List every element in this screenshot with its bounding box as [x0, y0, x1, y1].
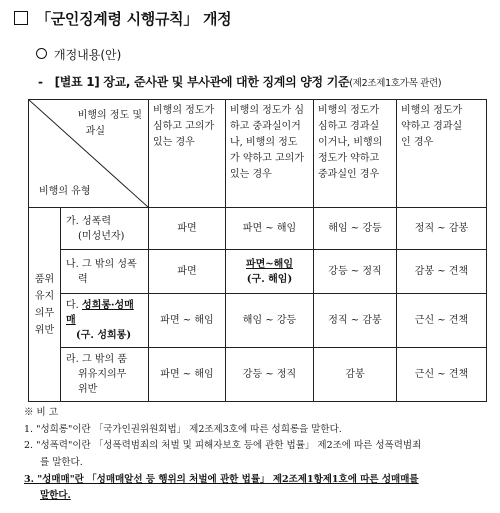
table-cell: 근신 ~ 견책	[397, 294, 487, 348]
remark-3: 3. "성매매"란 「성매매알선 등 행위의 처벌에 관한 법률」 제2조제1항제1호에 따른 성매매를	[24, 473, 419, 485]
checkbox-square-icon	[14, 11, 28, 25]
table-cell: 감봉 ~ 견책	[397, 250, 487, 294]
heading-text: [별표 1] 장교, 준사관 및 부사관에 대한 징계의 양정 기준	[54, 75, 350, 89]
heading-note: (제2조제1호가목 관련)	[349, 78, 442, 89]
table-cell: 해임 ~ 강등	[314, 208, 397, 250]
table-cell: 강등 ~ 정직	[314, 250, 397, 294]
remark-2: 2. "성폭력"이란 「성폭력범죄의 처벌 및 피해자보호 등에 관한 법률」 제2조에 따른 성폭력범죄	[24, 440, 422, 452]
section-item	[36, 46, 121, 63]
item-text: 개정내용(안)	[54, 48, 122, 62]
section-heading	[38, 73, 441, 90]
table-cell: 파면~해임 (구. 해임)	[226, 250, 314, 294]
table-cell: 근신 ~ 견책	[397, 348, 487, 402]
row-label: 라. 그 밖의 품 위유지의무 위반	[61, 348, 149, 402]
remarks-section	[24, 405, 490, 505]
remark-1: 1. "성희롱"이란 「국가인권위원회법」 제2조제3호에 따른 성희롱을 말한다.	[24, 423, 342, 435]
table-cell: 정직 ~ 감봉	[397, 208, 487, 250]
remark-2-cont: 를 말한다.	[40, 456, 83, 468]
table-row	[29, 348, 487, 402]
remark-3-cont: 말한다.	[40, 490, 71, 502]
column-header: 비행의 정도가 심하고 고의가 있는 경우	[149, 100, 226, 208]
column-header: 비행의 정도가 심 하고 중과실이거 나, 비행의 정도 가 약하고 고의가 있는 경우	[226, 100, 314, 208]
corner-top-label: 비행의 정도 및 과실	[77, 110, 142, 137]
table-row	[29, 294, 487, 348]
table-cell: 파면 ~ 해임	[149, 348, 226, 402]
title-text: 「군인징계령 시행규칙」 개정	[36, 10, 232, 28]
document-title	[14, 8, 231, 29]
row-label: 나. 그 밖의 성폭 력	[61, 250, 149, 294]
table-cell: 해임 ~ 강등	[226, 294, 314, 348]
table-cell: 강등 ~ 정직	[226, 348, 314, 402]
corner-bottom-label: 비행의 유형	[39, 186, 91, 197]
remarks-header: ※ 비 고	[24, 407, 58, 418]
column-header: 비행의 정도가 약하고 경과실 인 경우	[397, 100, 487, 208]
table-row	[29, 208, 487, 250]
table-header-row	[29, 100, 487, 208]
corner-header-cell	[29, 100, 149, 208]
table-cell: 파면 ~ 해임	[149, 294, 226, 348]
group-label-cell: 품위 유지 의무 위반	[29, 208, 61, 402]
table-cell: 파면	[149, 250, 226, 294]
penalty-table	[28, 99, 487, 402]
table-cell: 파면	[149, 208, 226, 250]
row-label: 다. 성희롱·성매매 (구. 성희롱)	[61, 294, 149, 348]
row-label: 가. 성폭력 (미성년자)	[61, 208, 149, 250]
table-cell: 정직 ~ 감봉	[314, 294, 397, 348]
table-cell: 감봉	[314, 348, 397, 402]
table-row	[29, 250, 487, 294]
table-cell: 파면 ~ 해임	[226, 208, 314, 250]
dash-bullet: -	[38, 75, 43, 89]
circle-bullet-icon	[36, 48, 47, 59]
column-header: 비행의 정도가 심하고 경과실 이거나, 비행의 정도가 약하고 중과실인 경우	[314, 100, 397, 208]
